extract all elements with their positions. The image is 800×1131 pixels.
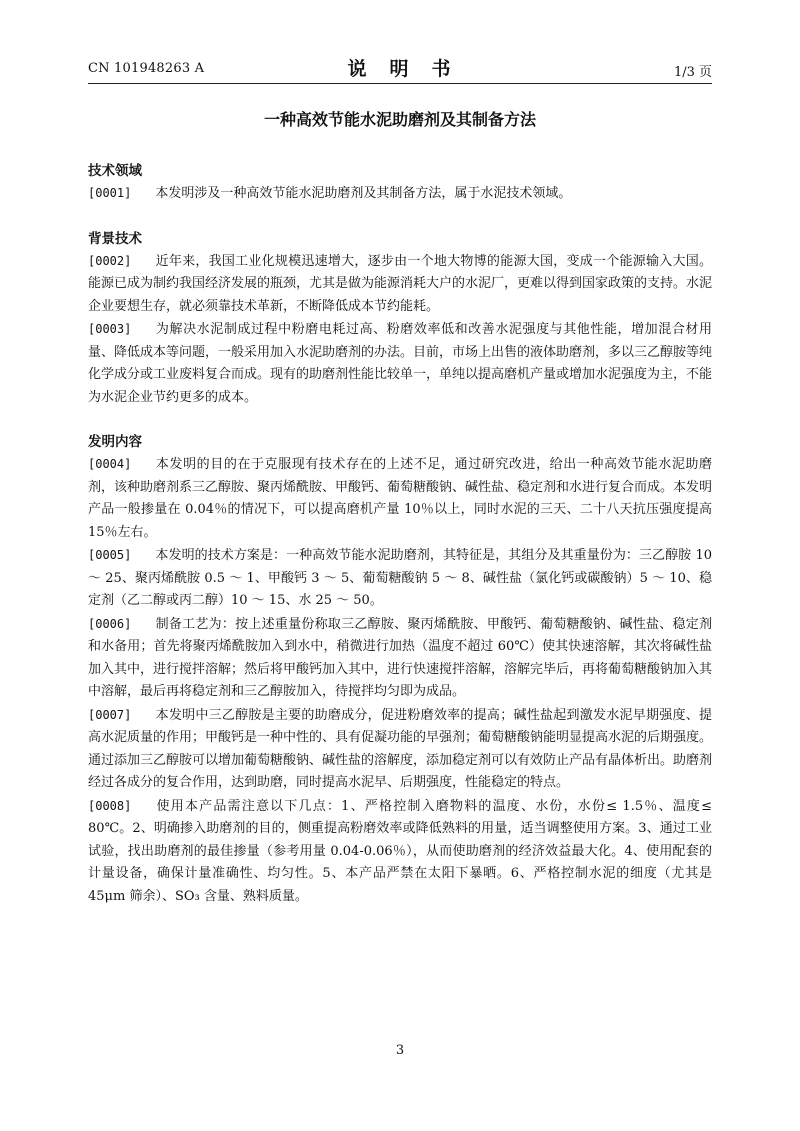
- paragraph-number: [0001]: [88, 186, 132, 200]
- paragraph-text: 制备工艺为：按上述重量份称取三乙醇胺、聚丙烯酰胺、甲酸钙、葡萄糖酸钠、碱性盐、稳定剂和水备用；首先将聚丙烯酰胺加入到水中，稍微进行加热（温度不超过 60℃）使其快速溶解，其次将碱性盐加入其中，进行搅拌溶解；然后将甲酸钙加入其中，进行快速搅拌溶解，溶解完毕后，再将葡萄糖酸钠加入其中溶解，最后再将稳定剂和三乙醇胺加入，待搅拌均匀即为成品。: [88, 616, 713, 699]
- paragraph: [88, 453, 712, 544]
- paragraph-number: [0003]: [88, 322, 132, 336]
- paragraph-text: 近年来，我国工业化规模迅速增大，逐步由一个地大物博的能源大国，变成一个能源输入大国。能源已成为制约我国经济发展的瓶颈，尤其是做为能源消耗大户的水泥厂，更难以得到国家政策的支持。水泥企业要想生存，就必须靠技术革新，不断降低成本节约能耗。: [88, 253, 713, 314]
- paragraph-text: 本发明涉及一种高效节能水泥助磨剂及其制备方法，属于水泥技术领域。: [155, 186, 572, 201]
- paragraph: [88, 318, 712, 409]
- page-info: 1/3 页: [673, 65, 712, 80]
- page-header: [88, 52, 712, 80]
- paragraph-number: [0002]: [88, 253, 132, 268]
- section-heading: 发明内容: [88, 434, 142, 450]
- document-title: 一种高效节能水泥助磨剂及其制备方法: [263, 110, 536, 129]
- header-rule: [88, 83, 712, 84]
- paragraph-number: [0007]: [88, 707, 132, 722]
- paragraph-number: [0005]: [88, 548, 132, 562]
- paragraph-text: 使用本产品需注意以下几点：1、严格控制入磨物料的温度、水份，水份≤ 1.5％、温度≤ 80℃。2、明确掺入助磨剂的目的，侧重提高粉磨效率或降低熟料的用量，适当调整使用方案。3、通过工业试验，找出助磨剂的最佳掺量（参考用量 0.04-0.06％），从而使助磨剂的经济效益最大化。4、使用配套的计量设备，确保计量准确性、均匀性。5、本产品严禁在太阳下暴晒。6、严格控制水泥的细度（尤其是 45μm 筛余）、SO₃ 含量、熟料质量。: [88, 798, 712, 904]
- paragraph: [88, 544, 712, 613]
- document-type: 说 明 书: [347, 58, 453, 80]
- paragraph-number: [0006]: [88, 616, 132, 631]
- paragraph: [88, 182, 712, 206]
- page-number: 3: [395, 1043, 405, 1058]
- document-body: [88, 160, 712, 908]
- section-background: [88, 228, 712, 410]
- paragraph-text: 本发明的技术方案是：一种高效节能水泥助磨剂，其特征是，其组分及其重量份为：三乙醇胺 10 ～ 25、聚丙烯酰胺 0.5 ～ 1、甲酸钙 3 ～ 5、葡萄糖酸钠 5 ～ 8、碱性盐（氯化钙或碳酸钠）5 ～ 10、稳定剂（乙二醇或丙二醇）10 ～ 15、水 25 ～ 50。: [88, 548, 712, 608]
- paragraph-number: [0008]: [88, 798, 132, 813]
- section-invention-content: [88, 431, 712, 908]
- paragraph-text: 为解决水泥制成过程中粉磨电耗过高、粉磨效率低和改善水泥强度与其他性能，增加混合材用量、降低成本等问题，一般采用加入水泥助磨剂的办法。目前，市场上出售的液体助磨剂，多以三乙醇胺等纯化学成分或工业废料复合而成。现有的助磨剂性能比较单一，单纯以提高磨机产量或增加水泥强度为主，不能为水泥企业节约更多的成本。: [88, 322, 713, 405]
- paragraph: [88, 613, 712, 704]
- paragraph: [88, 250, 712, 319]
- paragraph: [88, 795, 712, 909]
- section-heading: 技术领域: [88, 163, 142, 179]
- section-technical-field: [88, 160, 712, 206]
- patent-number: CN 101948263 A: [88, 61, 205, 76]
- paragraph-text: 本发明的目的在于克服现有技术存在的上述不足，通过研究改进，给出一种高效节能水泥助磨剂，该种助磨剂系三乙醇胺、聚丙烯酰胺、甲酸钙、葡萄糖酸钠、碱性盐、稳定剂和水进行复合而成。本发明产品一般掺量在 0.04％的情况下，可以提高磨机产量 10％以上，同时水泥的三天、二十八天抗压强度提高 15％左右。: [88, 457, 713, 540]
- paragraph: [88, 704, 712, 795]
- paragraph-number: [0004]: [88, 457, 132, 471]
- section-heading: 背景技术: [88, 230, 142, 247]
- paragraph-text: 本发明中三乙醇胺是主要的助磨成分，促进粉磨效率的提高；碱性盐起到激发水泥早期强度、提高水泥质量的作用；甲酸钙是一种中性的、具有促凝功能的早强剂；葡萄糖酸钠能明显提高水泥的后期强度。通过添加三乙醇胺可以增加葡萄糖酸钠、碱性盐的溶解度，添加稳定剂可以有效防止产品有晶体析出。助磨剂经过各成分的复合作用，达到助磨，同时提高水泥早、后期强度，性能稳定的特点。: [88, 707, 713, 790]
